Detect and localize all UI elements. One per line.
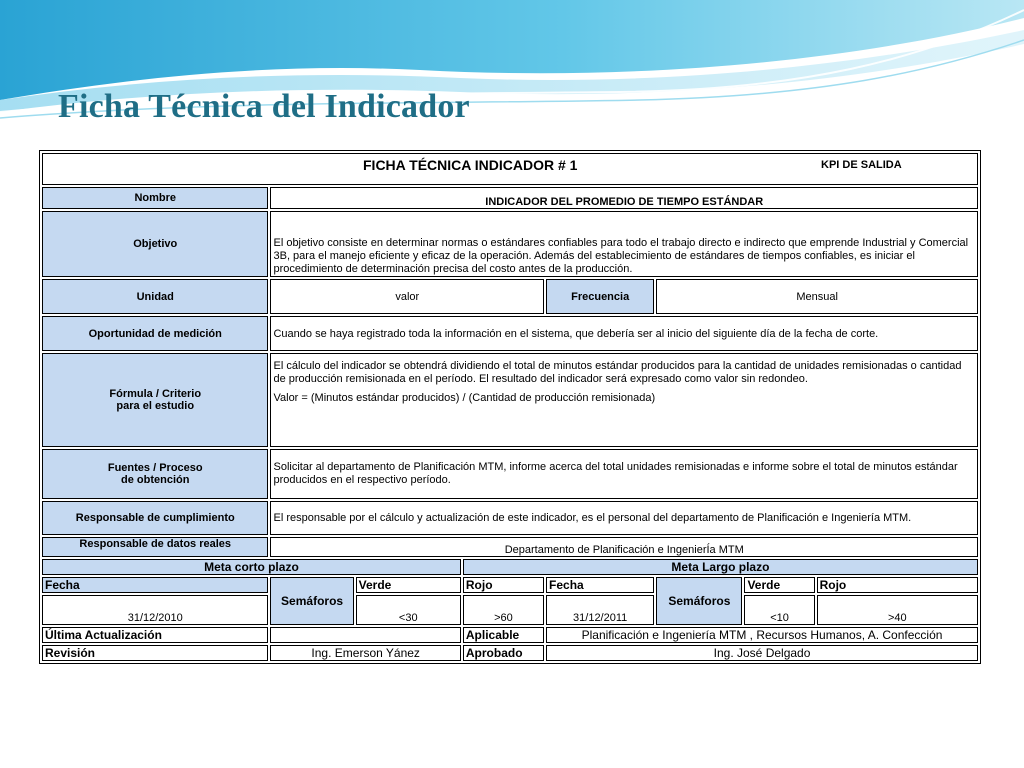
aplicable-value: Planificación e Ingeniería MTM , Recursos Humanos, A. Confección (546, 627, 978, 643)
oportunidad-label: Oportunidad de medición (42, 316, 268, 351)
oportunidad-value: Cuando se haya registrado toda la información en el sistema, que debería ser al inicio del siguiente día de la fecha de corte. (270, 316, 978, 351)
largo-rojo-value: >40 (817, 595, 978, 625)
fuentes-label-line-1: Fuentes / Proceso (107, 462, 203, 474)
kpi-label: KPI DE SALIDA (821, 159, 902, 171)
revision-label: Revisión (42, 645, 268, 661)
fuentes-label (42, 449, 268, 499)
unidad-label: Unidad (42, 279, 268, 314)
formula-description: El cálculo del indicador se obtendrá dividiendo el total de minutos estándar producidos para la cantidad de unidades remisionadas o cantidad de producción remisionada en el período. El resultado del indicador será expresado como valor sin redondeo. (273, 360, 962, 385)
corto-fecha-value: 31/12/2010 (42, 595, 268, 625)
formula-expression: Valor = (Minutos estándar producidos) / (Cantidad de producción remisionada) (273, 392, 656, 404)
aprobado-value: Ing. José Delgado (546, 645, 978, 661)
frecuencia-label: Frecuencia (546, 279, 654, 314)
corto-semaforos-label: Semáforos (270, 577, 353, 625)
technical-sheet-table (39, 150, 981, 664)
corto-verde-label: Verde (356, 577, 461, 593)
unidad-value: valor (270, 279, 544, 314)
largo-fecha-value: 31/12/2011 (546, 595, 654, 625)
frecuencia-value: Mensual (656, 279, 978, 314)
largo-verde-value: <10 (744, 595, 814, 625)
resp-datos-label: Responsable de datos reales (42, 537, 268, 557)
aplicable-label: Aplicable (463, 627, 544, 643)
largo-fecha-label: Fecha (546, 577, 654, 593)
revision-value: Ing. Emerson Yánez (270, 645, 460, 661)
slide-title: Ficha Técnica del Indicador (58, 88, 470, 125)
fuentes-label-line-2: de obtención (121, 474, 190, 486)
objetivo-value: El objetivo consiste en determinar normas o estándares confiables para todo el trabajo directo e indirecto que emprende Industrial y Comercial 3B, para el manejo eficiente y eficaz de la operación. Además del establecimiento de estándares de tiempos confiables, es iniciar el procedimiento de determinación precisa del costo antes de la producción. (270, 211, 978, 277)
largo-verde-label: Verde (744, 577, 814, 593)
resp-datos-value: Departamento de Planificación e IngenierÍa MTM (270, 537, 978, 557)
meta-largo-header: Meta Largo plazo (463, 559, 978, 575)
ultima-actualizacion-value (270, 627, 460, 643)
largo-semaforos-label: Semáforos (656, 577, 742, 625)
largo-rojo-label: Rojo (817, 577, 978, 593)
formula-cell (270, 353, 978, 447)
nombre-label: Nombre (42, 187, 268, 209)
nombre-value: INDICADOR DEL PROMEDIO DE TIEMPO ESTÁNDAR (270, 187, 978, 209)
aprobado-label: Aprobado (463, 645, 544, 661)
resp-cumplimiento-label: Responsable de cumplimiento (42, 501, 268, 535)
meta-corto-header: Meta corto plazo (42, 559, 461, 575)
sheet-title: FICHA TÉCNICA INDICADOR # 1 (363, 157, 578, 173)
formula-label (42, 353, 268, 447)
corto-rojo-value: >60 (463, 595, 544, 625)
sheet-header (42, 153, 978, 185)
corto-rojo-label: Rojo (463, 577, 544, 593)
corto-fecha-label: Fecha (42, 577, 268, 593)
resp-cumplimiento-value: El responsable por el cálculo y actualización de este indicador, es el personal del departamento de Planificación e Ingeniería MTM. (270, 501, 978, 535)
objetivo-label: Objetivo (42, 211, 268, 277)
formula-label-line-1: Fórmula / Criterio (109, 388, 202, 400)
fuentes-value: Solicitar al departamento de Planificación MTM, informe acerca del total unidades remisionadas e informe sobre el total de minutos estándar producidos en el respectivo período. (270, 449, 978, 499)
formula-label-line-2: para el estudio (116, 400, 195, 412)
corto-verde-value: <30 (356, 595, 461, 625)
ultima-actualizacion-label: Última Actualización (42, 627, 268, 643)
